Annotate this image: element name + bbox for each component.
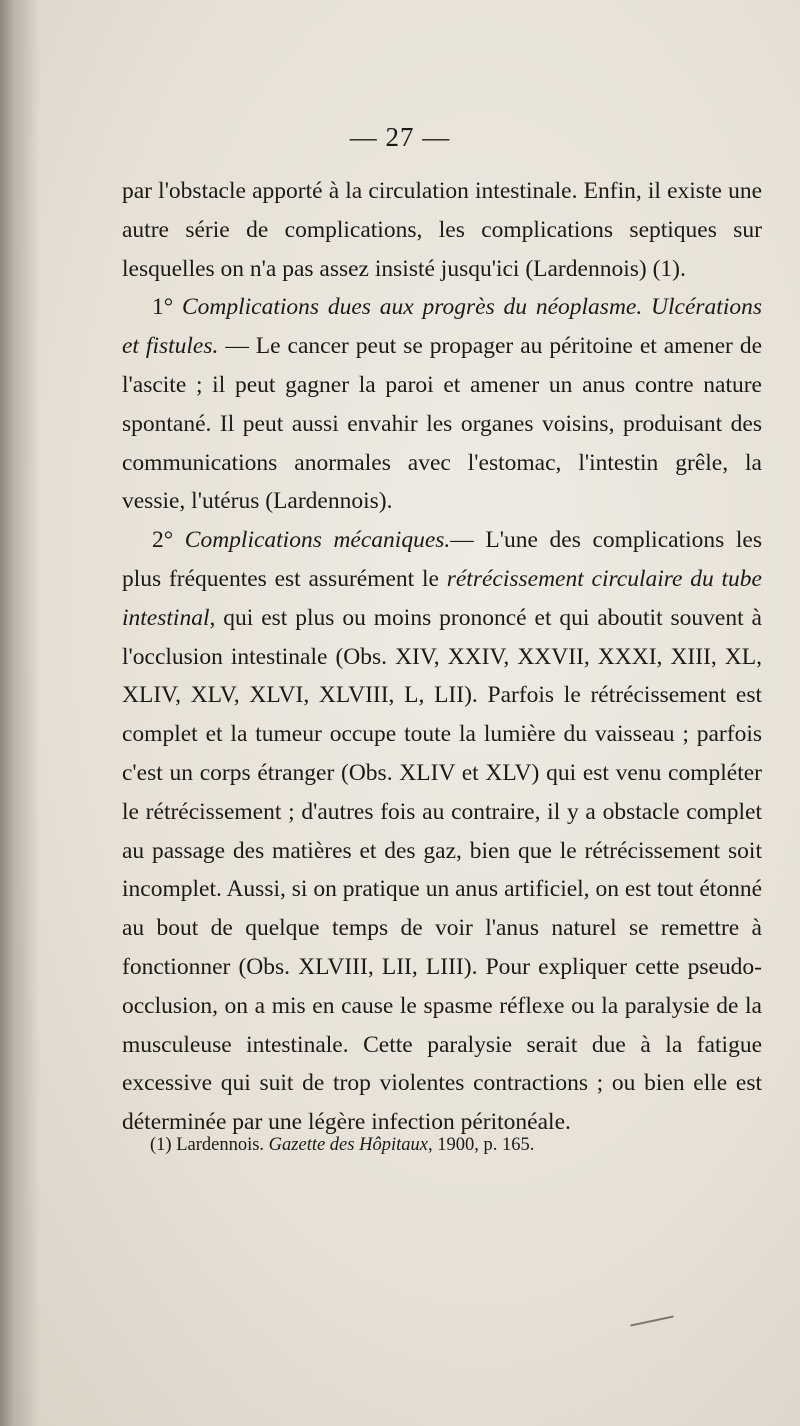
paragraph-1 — [122, 172, 762, 288]
paragraph-2-text: — Le cancer peut se propager au péritoine et amener de l'ascite ; il peut gagner la paroi et amener un anus contre nature spontané. Il peut aussi envahir les organes voisins, produisant des communications anormales avec l'estomac, l'intestin grêle, la vessie, l'utérus (Lardennois). — [122, 333, 763, 515]
footnote-journal: Gazette des Hôpitaux — [268, 1135, 428, 1155]
page-number: — 27 — — [349, 122, 451, 152]
paragraph-1-text: par l'obstacle apporté à la circulation intestinale. Enfin, il existe une autre série de complications, les complications septiques sur lesquelles on n'a pas assez insisté jusqu'ici (Lardennois) (1). — [122, 178, 762, 282]
paragraph-2 — [122, 288, 762, 521]
paragraph-3-text-a: — L'une des complications les plus fréquentes est assurément le — [122, 527, 762, 592]
page-binding-shadow — [0, 0, 40, 1426]
footnote-suffix: , 1900, p. 165. — [427, 1135, 535, 1155]
footnote-prefix: (1) Lardennois. — [150, 1135, 269, 1155]
paragraph-3-italic-term: rétrécissement circulaire du tube intestinal — [122, 565, 762, 631]
paragraph-3-heading: Complications mécaniques. — [184, 527, 451, 554]
paragraph-2-heading: Complications dues aux progrès du néoplasme. Ulcérations et fistules. — [122, 294, 762, 360]
main-text — [122, 172, 762, 1142]
paragraph-2-number: 1° — [152, 294, 182, 321]
ink-mark — [630, 1315, 673, 1326]
paragraph-3-text-c: , qui est plus ou moins prononcé et qui aboutit souvent à l'occlusion intestinale (Obs. XIV, XXIV, XXVII, XXXI, XIII, XL, XLIV, XLV, XLVI, XLVIII, L, LII). Parfois le rétrécissement est complet et la tumeur occupe toute la lumière du vaisseau ; parfois c'est un corps étranger (Obs. XLIV et XLV) qui est venu compléter le rétrécissement ; d'autres fois au contraire, il y a obstacle complet au passage des matières et des gaz, bien que le rétrécissement soit incomplet. Aussi, si on pratique un anus artificiel, on est tout étonné au bout de quelque temps de voir l'anus naturel se remettre à fonctionner (Obs. XLVIII, LII, LIII). Pour expliquer cette pseudo-occlusion, on a mis en cause le spasme réflexe ou la paralysie de la musculeuse intestinale. Cette paralysie serait due à la fatigue excessive qui suit de trop violentes contractions ; ou bien elle est déterminée par une légère infection péritonéale. — [122, 604, 762, 1136]
footnote — [150, 1132, 770, 1158]
paragraph-3-number: 2° — [152, 527, 185, 554]
paragraph-3 — [122, 521, 762, 1142]
